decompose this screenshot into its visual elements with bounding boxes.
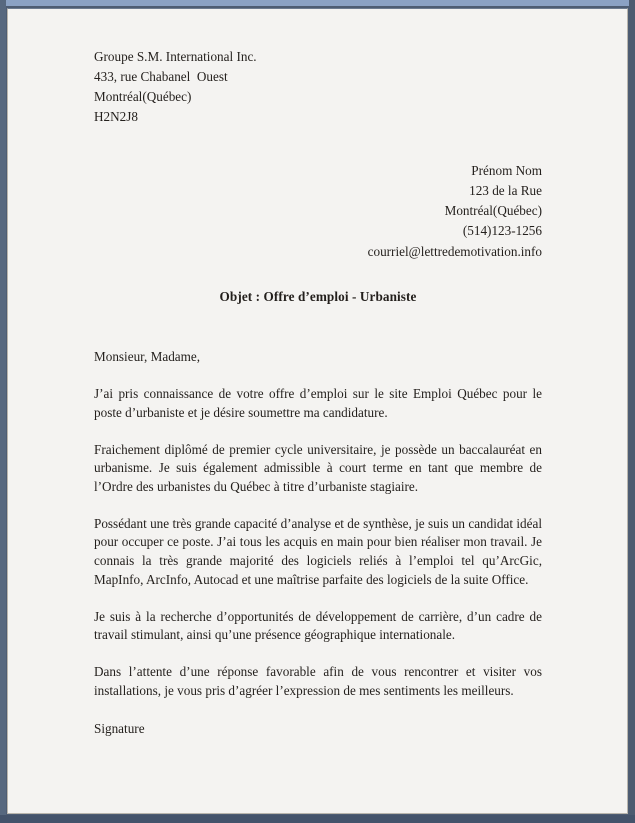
- recipient-address-block: [94, 47, 542, 127]
- letter-paragraph-2: Fraichement diplômé de premier cycle universitaire, je possède un baccalauréat en urbanisme. Je suis également admissible à court terme en tant que membre de l’Ordre des urbanistes du Québec à titre d’urbaniste stagiaire.: [94, 441, 542, 494]
- sender-line: 123 de la Rue: [469, 183, 542, 199]
- letter-page: [7, 8, 628, 814]
- sender-line: Prénom Nom: [471, 163, 542, 179]
- subject-line: Objet : Offre d’emploi - Urbaniste: [219, 288, 417, 304]
- letter-paragraph-1: J’ai pris connaissance de votre offre d’emploi sur le site Emploi Québec pour le poste d’urbaniste et je désire soumettre ma candidature.: [94, 386, 542, 420]
- recipient-line: H2N2J8: [94, 109, 138, 125]
- sender-phone: (514)123-1256: [462, 223, 542, 239]
- letter-paragraph-3: Possédant une très grande capacité d’analyse et de synthèse, je suis un candidat idéal pour occuper ce poste. J’ai tous les acquis en main pour bien réaliser mon travail. Je connais la très grande majorité des logiciels reliés à l’emploi tel qu’ArcGic, MapInfo, ArcInfo, Autocad et une maîtrise parfaite des logiciels de la suite Office.: [94, 515, 542, 587]
- viewer-bottom-band: [0, 815, 635, 823]
- viewer-top-band: [0, 0, 635, 6]
- letter-body: [94, 47, 542, 752]
- letter-paragraph-4: Je suis à la recherche d’opportunités de développement de carrière, d’un cadre de travail stimulant, ainsi qu’une présence géographique internationale.: [94, 608, 542, 643]
- sender-email: courriel@lettredemotivation.info: [367, 243, 542, 259]
- signature: Signature: [94, 720, 145, 736]
- recipient-line: 433, rue Chabanel Ouest: [94, 69, 228, 85]
- sender-line: Montréal(Québec): [444, 203, 542, 219]
- viewer-right-band: [629, 0, 635, 823]
- recipient-line: Groupe S.M. International Inc.: [94, 49, 257, 64]
- letter-paragraph-5: Dans l’attente d’une réponse favorable afin de vous rencontrer et visiter vos installations, je vous pris d’agréer l’expression de mes sentiments les meilleurs.: [94, 664, 542, 698]
- sender-address-block: [94, 161, 542, 261]
- recipient-line: Montréal(Québec): [94, 89, 192, 105]
- viewer-left-band: [0, 0, 6, 823]
- salutation: Monsieur, Madame,: [94, 349, 201, 365]
